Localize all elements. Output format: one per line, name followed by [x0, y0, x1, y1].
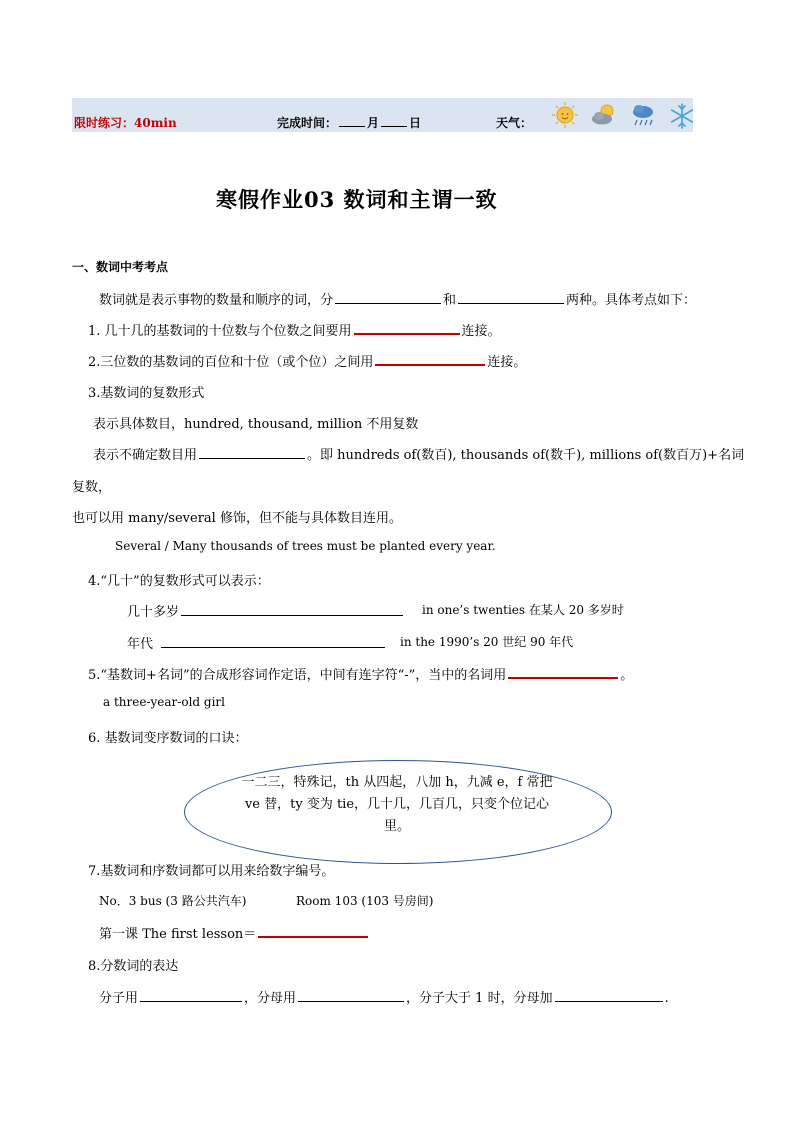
blank-twenties[interactable]	[181, 614, 403, 616]
point-7c: 第一课 The first lesson＝	[99, 923, 370, 942]
point-8a: 分子用 ，分母用 ，分子大于 1 时，分母加 .	[99, 991, 669, 1006]
point-4a-example: in one’s twenties 在某人 20 多岁时	[422, 603, 624, 617]
example-3: Several / Many thousands of trees must be planted every year.	[115, 539, 496, 553]
intro-line: 数词就是表示事物的数量和顺序的词，分 和 两种。具体考点如下：	[99, 293, 697, 308]
point-3: 3.基数词的复数形式	[88, 386, 205, 401]
month-blank[interactable]	[339, 125, 365, 127]
blank-numerator[interactable]	[140, 1000, 242, 1002]
rhyme-text: 一二三，特殊记，th 从四起，八加 h，九减 e，f 常把 ve 替，ty 变为 tie，几十几，几百几，只变个位记心里。	[241, 775, 553, 834]
point-3d: 也可以用 many/several 修饰，但不能与具体数目连用。	[72, 511, 402, 526]
time-limit: 限时练习：40min	[74, 116, 177, 130]
completion-time: 完成时间： 月 日	[277, 116, 422, 130]
blank-plural[interactable]	[199, 457, 305, 459]
blank-lesson-one[interactable]	[258, 935, 368, 938]
point-8: 8.分数词的表达	[88, 959, 179, 974]
point-7b: Room 103 (103 号房间)	[296, 894, 434, 908]
page-title: 寒假作业03 数词和主谓一致	[216, 187, 498, 212]
point-1: 1. 几十几的基数词的十位数与个位数之间要用 连接。	[88, 324, 501, 339]
blank-and[interactable]	[375, 363, 485, 366]
blank-singular[interactable]	[508, 676, 618, 679]
point-4a: 几十多岁	[127, 601, 405, 620]
sun-icon	[550, 100, 580, 130]
blank-decade[interactable]	[161, 646, 385, 648]
snowflake-icon	[667, 101, 697, 131]
point-3c: 复数，	[72, 480, 112, 495]
point-7a: No．3 bus (3 路公共汽车)	[99, 894, 247, 908]
point-4: 4.“几十”的复数形式可以表示：	[88, 574, 270, 589]
day-blank[interactable]	[381, 125, 407, 127]
rain-cloud-icon	[628, 100, 658, 130]
blank-plural-s[interactable]	[555, 1000, 663, 1002]
point-4b-example: in the 1990’s 20 世纪 90 年代	[400, 635, 574, 649]
example-5: a three-year-old girl	[103, 695, 225, 709]
blank-denominator[interactable]	[298, 1000, 404, 1002]
section-heading: 一、数词中考考点	[72, 260, 169, 274]
partly-cloudy-icon	[589, 100, 619, 130]
point-5: 5.“基数词+名词”的合成形容词作定语，中间有连字符“-”，当中的名词用 。	[88, 668, 634, 683]
blank-ordinal[interactable]	[458, 302, 564, 304]
point-6: 6. 基数词变序数词的口诀：	[88, 731, 248, 746]
point-2: 2.三位数的基数词的百位和十位（或个位）之间用 连接。	[88, 355, 527, 370]
point-7: 7.基数词和序数词都可以用来给数字编号。	[88, 864, 335, 879]
weather-label: 天气：	[496, 116, 533, 130]
blank-hyphen[interactable]	[354, 332, 460, 335]
point-3a: 表示具体数目，hundred, thousand, million 不用复数	[93, 417, 419, 432]
point-3b: 表示不确定数目用 。即 hundreds of(数百), thousands of(数千), millions of(数百万)+名词	[93, 448, 745, 463]
blank-cardinal[interactable]	[335, 302, 441, 304]
point-4b: 年代	[127, 633, 387, 652]
